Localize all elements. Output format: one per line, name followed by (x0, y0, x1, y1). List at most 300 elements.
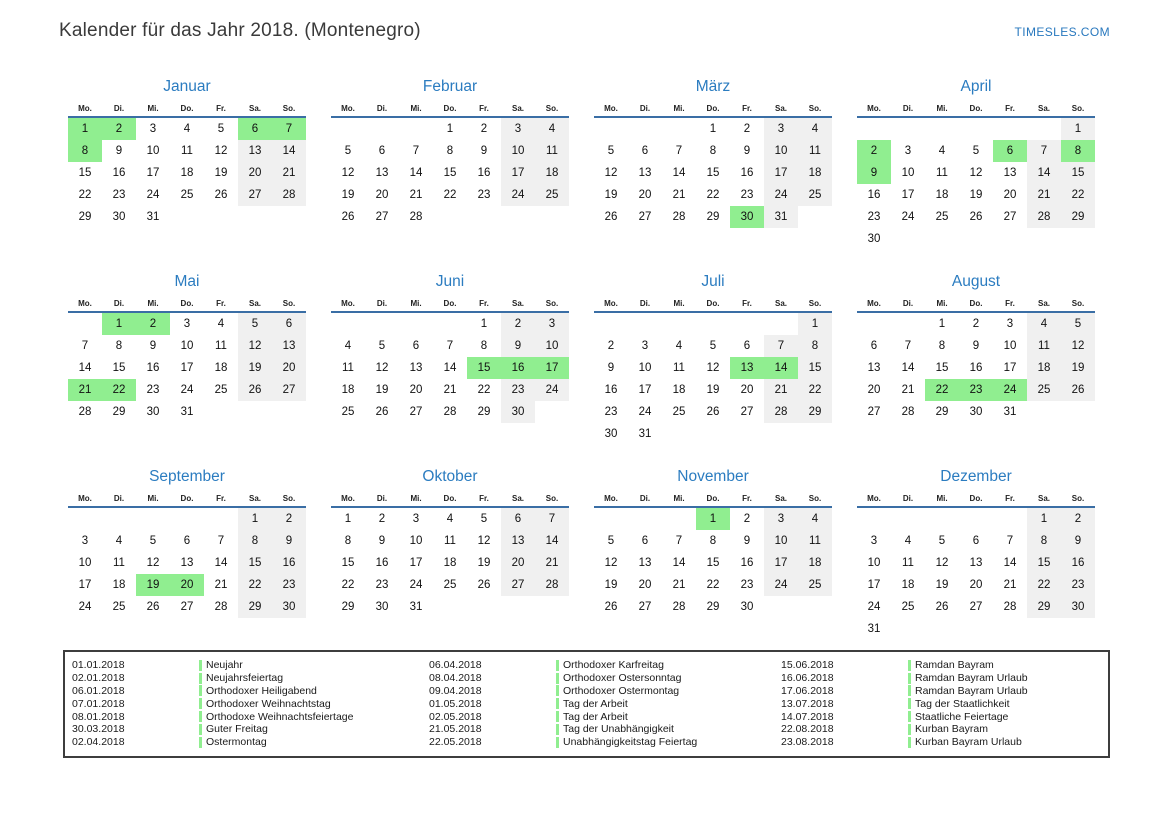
weekday-label: Mo. (78, 494, 92, 503)
empty-cell (170, 508, 204, 530)
day-cell: 6 (238, 118, 272, 140)
weekday-label: Mo. (604, 104, 618, 113)
day-cell: 28 (535, 574, 569, 596)
legend-date: 06.04.2018 (429, 659, 482, 672)
days-grid (594, 508, 832, 618)
month-mai (68, 270, 306, 465)
weekday-label: Di. (639, 104, 651, 113)
day-cell: 10 (180, 340, 194, 352)
site-link[interactable]: TIMESLES.COM (1014, 25, 1110, 39)
day-cell: 18 (180, 167, 194, 179)
day-cell: 29 (1061, 206, 1095, 228)
weekday-label: Mi. (673, 104, 685, 113)
empty-cell (925, 228, 959, 250)
day-cell: 10 (501, 140, 535, 162)
day-cell: 18 (672, 384, 686, 396)
day-cell: 17 (901, 189, 915, 201)
day-cell: 28 (409, 211, 423, 223)
day-cell: 15 (1027, 552, 1061, 574)
weekday-header-row (68, 294, 306, 313)
day-cell: 22 (102, 379, 136, 401)
legend-entry (781, 723, 1108, 736)
day-cell: 23 (272, 574, 306, 596)
days-grid (331, 118, 569, 228)
month-juni (331, 270, 569, 465)
day-cell: 12 (477, 535, 491, 547)
weekday-label: Sa. (1037, 104, 1050, 113)
day-cell: 24 (764, 184, 798, 206)
weekday-label: Di. (113, 104, 125, 113)
weekday-label: So. (282, 104, 296, 113)
day-cell: 16 (740, 167, 754, 179)
day-cell: 31 (1003, 406, 1017, 418)
day-cell: 24 (867, 601, 881, 613)
weekday-label: So. (1071, 299, 1085, 308)
day-cell: 15 (443, 167, 457, 179)
day-cell: 20 (867, 384, 881, 396)
day-cell: 19 (969, 189, 983, 201)
day-cell: 20 (1003, 189, 1017, 201)
legend-entry (429, 697, 774, 710)
day-cell: 11 (798, 140, 832, 162)
day-cell: 2 (607, 340, 615, 352)
weekday-label: Do. (443, 494, 457, 503)
weekday-label: Mi. (147, 104, 159, 113)
legend-holiday-name: Guter Freitag (206, 723, 268, 736)
day-cell: 11 (902, 557, 914, 569)
day-cell: 9 (149, 340, 157, 352)
day-cell: 19 (604, 579, 618, 591)
empty-cell (993, 228, 1027, 250)
empty-cell (798, 423, 832, 445)
weekday-label: Fr. (1005, 494, 1015, 503)
legend-date: 01.01.2018 (72, 659, 125, 672)
day-cell: 25 (341, 406, 355, 418)
month-august (857, 270, 1095, 465)
day-cell: 14 (672, 557, 686, 569)
weekday-label: So. (808, 494, 822, 503)
day-cell: 10 (535, 335, 569, 357)
day-cell: 8 (938, 340, 946, 352)
day-cell: 7 (272, 118, 306, 140)
day-cell: 28 (1003, 601, 1017, 613)
day-cell: 25 (180, 189, 194, 201)
legend-holiday-name: Tag der Arbeit (563, 697, 628, 710)
day-cell: 19 (604, 189, 618, 201)
day-cell: 7 (535, 508, 569, 530)
day-cell: 9 (115, 145, 123, 157)
empty-cell (594, 313, 628, 335)
day-cell: 3 (535, 313, 569, 335)
day-cell: 5 (480, 513, 488, 525)
day-cell: 3 (641, 340, 649, 352)
day-cell: 25 (535, 184, 569, 206)
day-cell: 22 (1027, 574, 1061, 596)
day-cell: 2 (378, 513, 386, 525)
weekday-label: Fr. (742, 104, 752, 113)
weekday-label: Mo. (867, 494, 881, 503)
legend-date: 06.01.2018 (72, 684, 125, 697)
day-cell: 23 (501, 379, 535, 401)
empty-cell (1061, 618, 1095, 640)
day-cell: 28 (214, 601, 228, 613)
day-cell: 8 (1027, 530, 1061, 552)
weekday-label: Di. (376, 104, 388, 113)
weekday-label: Mo. (341, 494, 355, 503)
empty-cell (628, 118, 662, 140)
empty-cell (891, 508, 925, 530)
day-cell: 18 (798, 162, 832, 184)
holiday-color-bar (556, 673, 559, 684)
legend-entry (429, 685, 774, 698)
weekday-label: Mo. (867, 104, 881, 113)
day-cell: 21 (672, 189, 686, 201)
legend-date: 14.07.2018 (781, 710, 834, 723)
day-cell: 13 (638, 557, 652, 569)
weekday-label: Di. (902, 299, 914, 308)
day-cell: 6 (501, 508, 535, 530)
day-cell: 17 (1003, 362, 1017, 374)
legend-entry (781, 672, 1108, 685)
day-cell: 20 (740, 384, 754, 396)
day-cell: 28 (672, 601, 686, 613)
month-september (68, 465, 306, 660)
day-cell: 31 (146, 211, 160, 223)
weekday-header-row (594, 294, 832, 313)
day-cell: 1 (938, 318, 946, 330)
day-cell: 3 (1006, 318, 1014, 330)
weekday-label: So. (282, 299, 296, 308)
weekday-label: Mo. (78, 299, 92, 308)
empty-cell (1027, 618, 1061, 640)
legend-date: 21.05.2018 (429, 723, 482, 736)
legend-date: 23.08.2018 (781, 736, 834, 749)
day-cell: 18 (112, 579, 126, 591)
day-cell: 5 (1061, 313, 1095, 335)
day-cell: 1 (446, 123, 454, 135)
day-cell: 16 (501, 357, 535, 379)
day-cell: 5 (938, 535, 946, 547)
month-title: Januar (163, 78, 211, 95)
weekday-label: Sa. (511, 494, 524, 503)
day-cell: 26 (969, 211, 983, 223)
day-cell: 19 (706, 384, 720, 396)
day-cell: 4 (115, 535, 123, 547)
holiday-color-bar (199, 711, 202, 722)
day-cell: 1 (696, 508, 730, 530)
empty-cell (1027, 228, 1061, 250)
day-cell: 7 (675, 535, 683, 547)
legend-group (65, 659, 422, 749)
day-cell: 21 (443, 384, 457, 396)
empty-cell (238, 401, 272, 423)
holiday-color-bar (556, 660, 559, 671)
day-cell: 23 (1061, 574, 1095, 596)
weekday-header-row (331, 99, 569, 118)
empty-cell (136, 508, 170, 530)
day-cell: 5 (344, 145, 352, 157)
day-cell: 17 (146, 167, 160, 179)
legend-date: 13.07.2018 (781, 697, 834, 710)
empty-cell (204, 508, 238, 530)
day-cell: 19 (341, 189, 355, 201)
day-cell: 22 (1061, 184, 1095, 206)
day-cell: 12 (706, 362, 720, 374)
month-title: Juni (435, 273, 465, 290)
day-cell: 13 (375, 167, 389, 179)
legend-date: 22.05.2018 (429, 736, 482, 749)
empty-cell (662, 313, 696, 335)
month-title: Mai (174, 273, 200, 290)
day-cell: 23 (375, 579, 389, 591)
holiday-color-bar (908, 737, 911, 748)
weekday-label: Fr. (1005, 104, 1015, 113)
month-februar (331, 75, 569, 270)
weekday-label: Sa. (1037, 299, 1050, 308)
day-cell: 29 (341, 601, 355, 613)
legend-holiday-name: Ramdan Bayram Urlaub (915, 672, 1028, 685)
days-grid (857, 313, 1095, 423)
day-cell: 12 (604, 557, 618, 569)
day-cell: 1 (102, 313, 136, 335)
day-cell: 28 (1027, 206, 1061, 228)
day-cell: 26 (146, 601, 160, 613)
weekday-label: Fr. (742, 299, 752, 308)
legend-holiday-name: Orthodoxer Weihnachtstag (206, 697, 331, 710)
legend-date: 07.01.2018 (72, 697, 125, 710)
day-cell: 6 (870, 340, 878, 352)
day-cell: 6 (972, 535, 980, 547)
weekday-label: Sa. (248, 299, 261, 308)
empty-cell (696, 313, 730, 335)
day-cell: 30 (969, 406, 983, 418)
day-cell: 8 (1061, 140, 1095, 162)
day-cell: 18 (901, 579, 915, 591)
month-januar (68, 75, 306, 270)
empty-cell (467, 206, 501, 228)
empty-cell (857, 118, 891, 140)
legend-group (422, 659, 774, 749)
day-cell: 23 (604, 406, 618, 418)
weekday-label: Di. (639, 299, 651, 308)
day-cell: 14 (214, 557, 228, 569)
day-cell: 17 (867, 579, 881, 591)
legend-holiday-name: Neujahr (206, 659, 243, 672)
empty-cell (993, 508, 1027, 530)
day-cell: 12 (146, 557, 160, 569)
day-cell: 22 (341, 579, 355, 591)
day-cell: 5 (972, 145, 980, 157)
day-cell: 6 (412, 340, 420, 352)
legend-entry (781, 710, 1108, 723)
day-cell: 23 (477, 189, 491, 201)
day-cell: 15 (706, 167, 720, 179)
month-oktober (331, 465, 569, 660)
day-cell: 14 (1027, 162, 1061, 184)
day-cell: 11 (798, 530, 832, 552)
day-cell: 11 (673, 362, 685, 374)
day-cell: 8 (446, 145, 454, 157)
day-cell: 23 (112, 189, 126, 201)
day-cell: 27 (867, 406, 881, 418)
day-cell: 2 (480, 123, 488, 135)
empty-cell (331, 118, 365, 140)
weekday-label: Fr. (479, 494, 489, 503)
weekday-label: Di. (113, 299, 125, 308)
empty-cell (993, 618, 1027, 640)
day-cell: 31 (638, 428, 652, 440)
day-cell: 6 (183, 535, 191, 547)
day-cell: 26 (238, 379, 272, 401)
day-cell: 12 (969, 167, 983, 179)
empty-cell (730, 423, 764, 445)
day-cell: 30 (375, 601, 389, 613)
day-cell: 26 (935, 601, 949, 613)
legend-entry (781, 685, 1108, 698)
empty-cell (272, 401, 306, 423)
weekday-label: Sa. (1037, 494, 1050, 503)
holiday-color-bar (908, 711, 911, 722)
weekday-label: Mo. (604, 299, 618, 308)
day-cell: 24 (535, 379, 569, 401)
day-cell: 28 (78, 406, 92, 418)
day-cell: 30 (1061, 596, 1095, 618)
day-cell: 27 (272, 379, 306, 401)
empty-cell (204, 401, 238, 423)
day-cell: 29 (798, 401, 832, 423)
month-title: Februar (422, 78, 478, 95)
legend-holiday-name: Orthodoxer Heiligabend (206, 684, 317, 697)
day-cell: 23 (959, 379, 993, 401)
weekday-header-row (857, 99, 1095, 118)
day-cell: 18 (935, 189, 949, 201)
day-cell: 30 (740, 601, 754, 613)
holiday-color-bar (556, 711, 559, 722)
day-cell: 14 (764, 357, 798, 379)
holiday-color-bar (908, 724, 911, 735)
empty-cell (662, 423, 696, 445)
day-cell: 4 (1027, 313, 1061, 335)
day-cell: 24 (638, 406, 652, 418)
weekday-label: So. (808, 104, 822, 113)
day-cell: 1 (709, 123, 717, 135)
weekday-header-row (594, 99, 832, 118)
day-cell: 3 (501, 118, 535, 140)
weekday-label: Mi. (673, 299, 685, 308)
weekday-label: Do. (180, 104, 194, 113)
day-cell: 14 (443, 362, 457, 374)
day-cell: 5 (607, 145, 615, 157)
day-cell: 24 (78, 601, 92, 613)
day-cell: 10 (409, 535, 423, 547)
day-cell: 22 (443, 189, 457, 201)
holiday-color-bar (908, 698, 911, 709)
day-cell: 17 (535, 357, 569, 379)
day-cell: 11 (1027, 335, 1061, 357)
holiday-color-bar (199, 724, 202, 735)
days-grid (857, 508, 1095, 640)
empty-cell (594, 508, 628, 530)
day-cell: 25 (112, 601, 126, 613)
day-cell: 10 (1003, 340, 1017, 352)
day-cell: 20 (375, 189, 389, 201)
holiday-color-bar (199, 660, 202, 671)
empty-cell (433, 596, 467, 618)
legend-entry (429, 672, 774, 685)
empty-cell (857, 508, 891, 530)
month-april (857, 75, 1095, 270)
day-cell: 1 (1061, 118, 1095, 140)
day-cell: 3 (81, 535, 89, 547)
legend-date: 02.05.2018 (429, 710, 482, 723)
weekday-label: So. (545, 299, 559, 308)
legend-date: 02.01.2018 (72, 672, 125, 685)
legend-date: 22.08.2018 (781, 723, 834, 736)
empty-cell (102, 508, 136, 530)
empty-cell (501, 596, 535, 618)
day-cell: 4 (904, 535, 912, 547)
day-cell: 15 (78, 167, 92, 179)
day-cell: 11 (535, 140, 569, 162)
day-cell: 27 (180, 601, 194, 613)
empty-cell (993, 118, 1027, 140)
weekday-label: Fr. (216, 104, 226, 113)
weekday-label: Fr. (479, 104, 489, 113)
day-cell: 22 (798, 379, 832, 401)
day-cell: 7 (675, 145, 683, 157)
day-cell: 22 (925, 379, 959, 401)
weekday-label: Mo. (341, 299, 355, 308)
day-cell: 20 (170, 574, 204, 596)
day-cell: 27 (638, 601, 652, 613)
day-cell: 1 (480, 318, 488, 330)
day-cell: 5 (238, 313, 272, 335)
day-cell: 21 (409, 189, 423, 201)
day-cell: 16 (969, 362, 983, 374)
legend-entry (781, 697, 1108, 710)
month-title: September (149, 468, 225, 485)
weekday-label: So. (1071, 494, 1085, 503)
day-cell: 1 (238, 508, 272, 530)
day-cell: 24 (146, 189, 160, 201)
legend-box (63, 650, 1110, 758)
day-cell: 2 (743, 513, 751, 525)
day-cell: 12 (604, 167, 618, 179)
day-cell: 4 (183, 123, 191, 135)
day-cell: 28 (272, 184, 306, 206)
empty-cell (399, 313, 433, 335)
day-cell: 7 (1027, 140, 1061, 162)
day-cell: 30 (730, 206, 764, 228)
weekday-label: Di. (902, 494, 914, 503)
day-cell: 11 (444, 535, 456, 547)
empty-cell (891, 118, 925, 140)
empty-cell (798, 596, 832, 618)
day-cell: 17 (764, 162, 798, 184)
day-cell: 8 (709, 535, 717, 547)
day-cell: 6 (743, 340, 751, 352)
day-cell: 28 (443, 406, 457, 418)
legend-holiday-name: Kurban Bayram (915, 723, 988, 736)
day-cell: 2 (743, 123, 751, 135)
month-title: Dezember (940, 468, 1012, 485)
day-cell: 18 (798, 552, 832, 574)
weekday-label: Sa. (511, 104, 524, 113)
day-cell: 4 (938, 145, 946, 157)
empty-cell (1027, 401, 1061, 423)
legend-holiday-name: Ramdan Bayram (915, 659, 994, 672)
day-cell: 2 (972, 318, 980, 330)
